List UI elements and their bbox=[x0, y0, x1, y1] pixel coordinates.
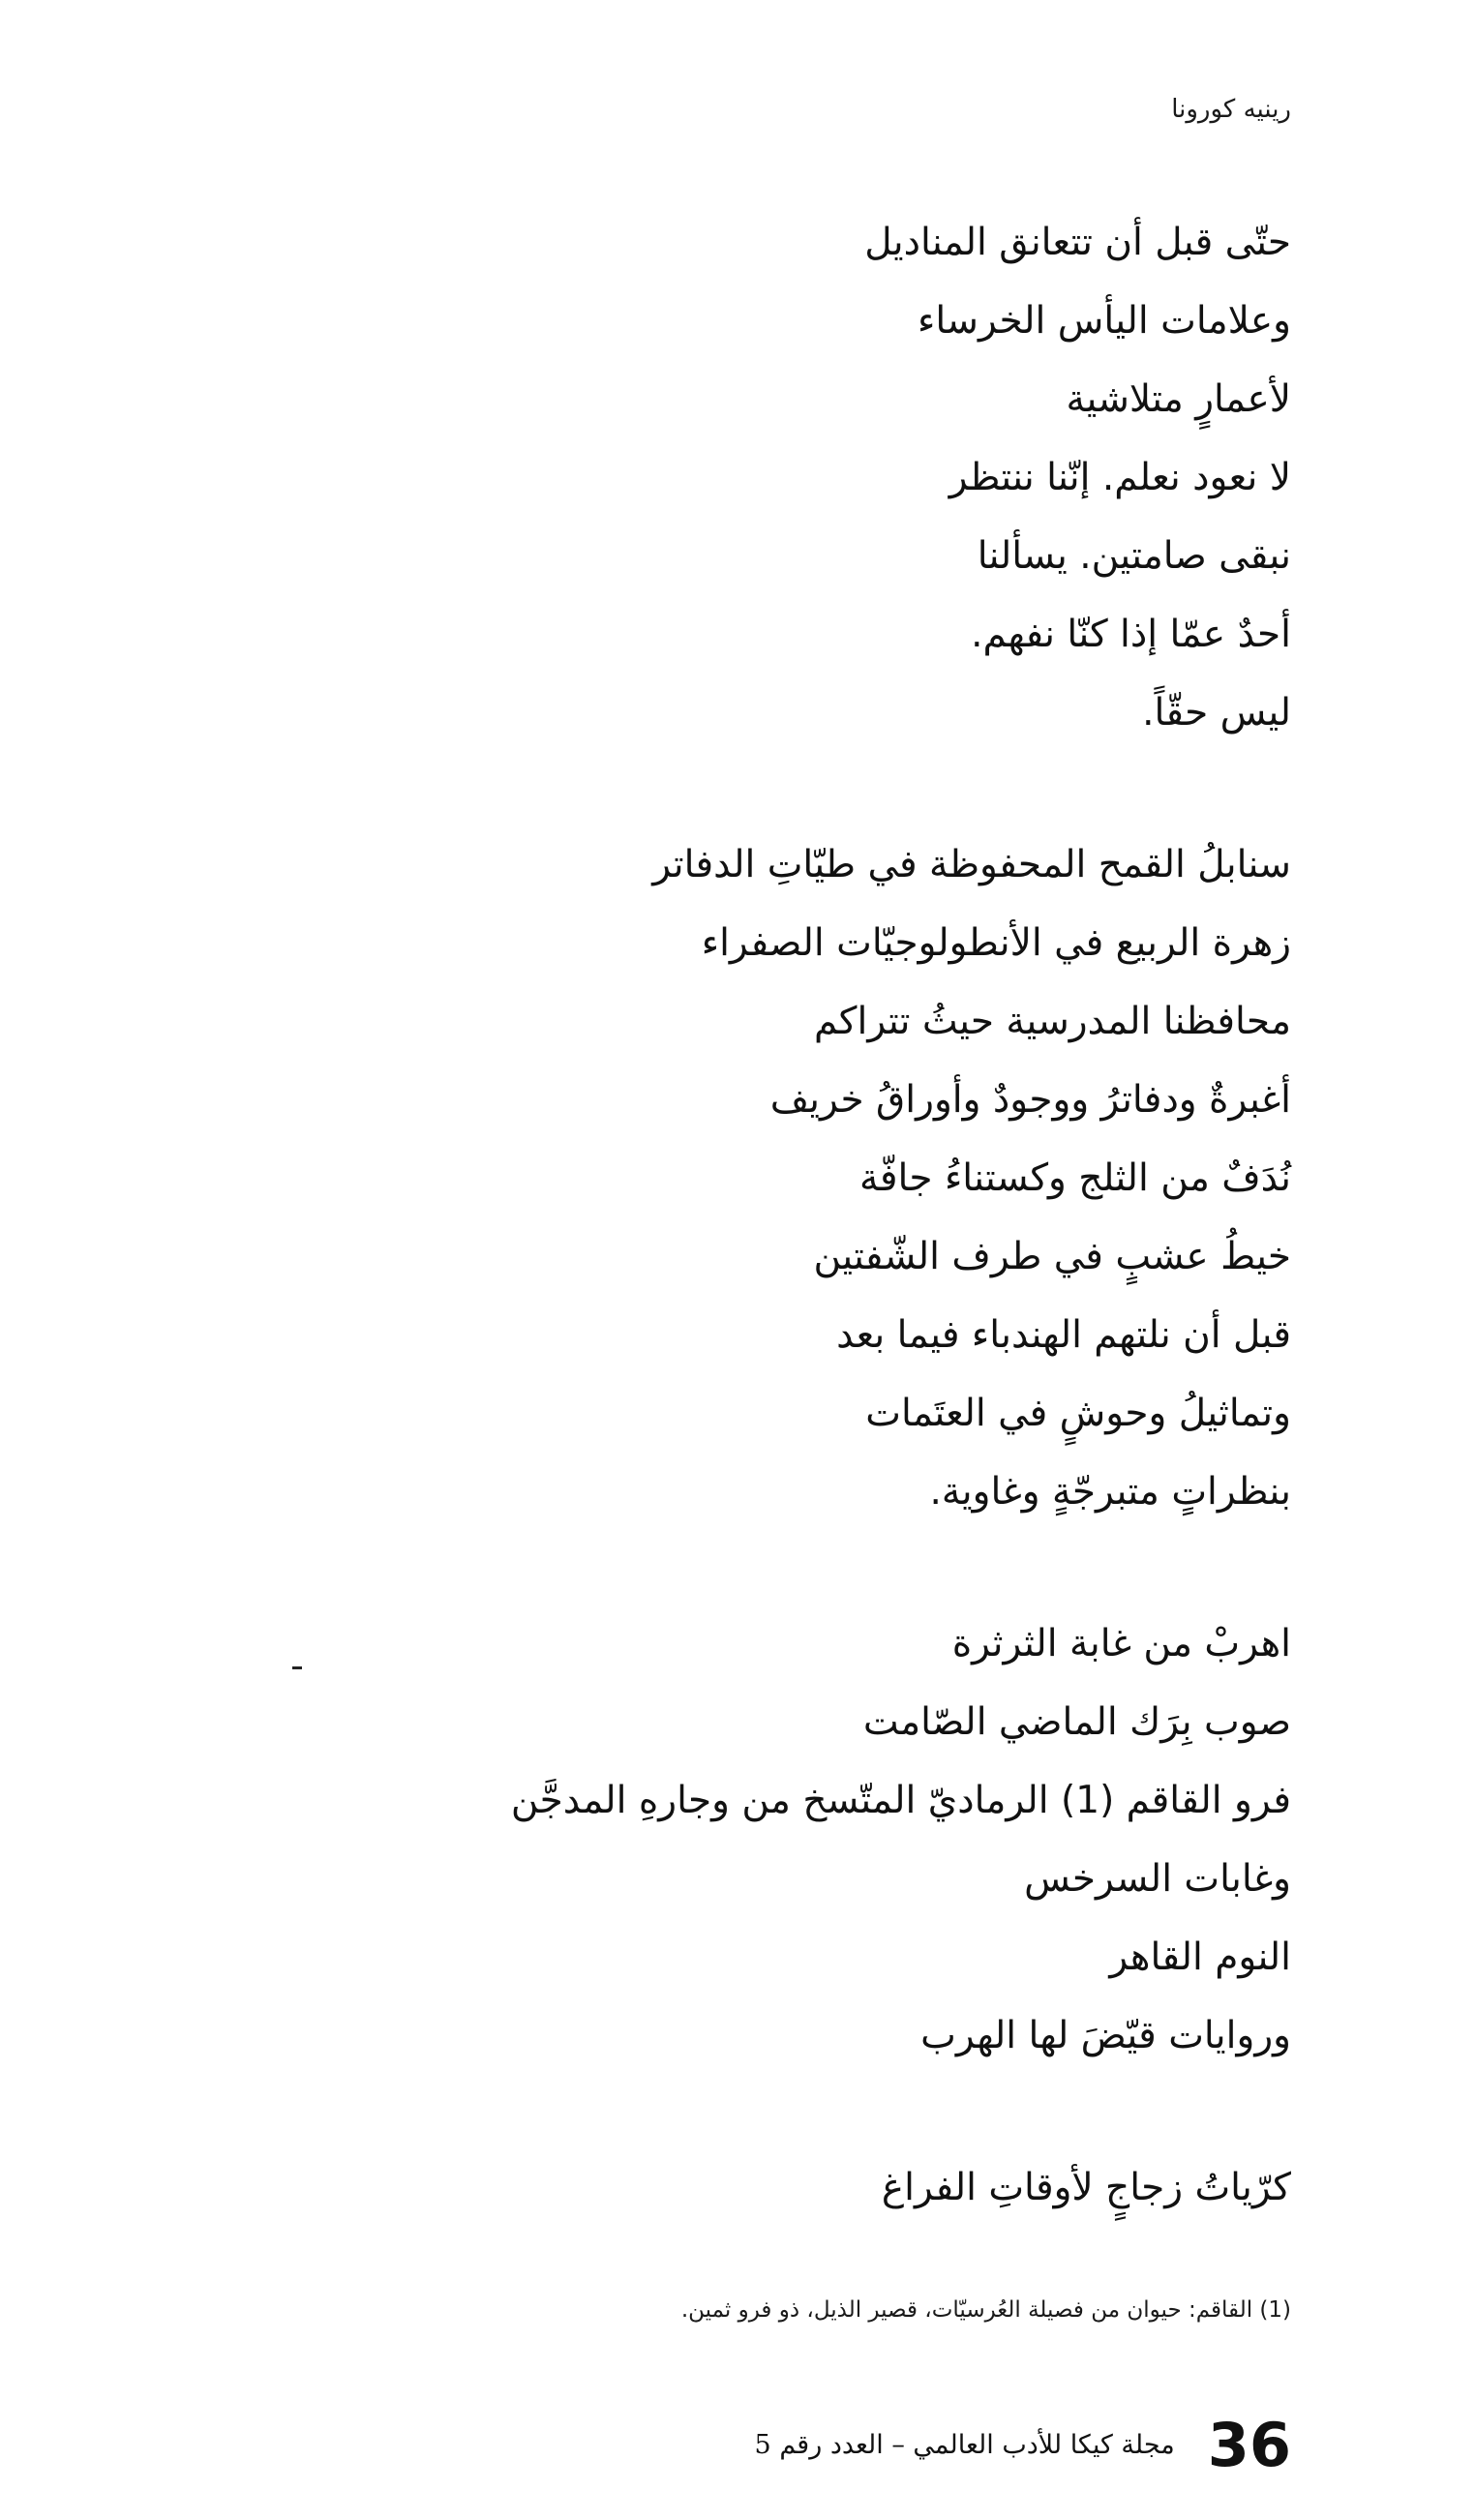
running-header-author: رينيه كورونا bbox=[1171, 95, 1291, 124]
poem-line: زهرة الربيع في الأنطولوجيّات الصفراء bbox=[701, 921, 1291, 965]
poem-line: بنظراتٍ متبرجّةٍ وغاوية. bbox=[929, 1470, 1291, 1514]
journal-name: مجلة كيكا للأدب العالمي – العدد رقم 5 bbox=[754, 2430, 1175, 2460]
poem-body bbox=[226, 203, 1291, 2300]
poem-line: فرو القاقم (1) الرماديّ المتّسخ من وجارهِ المدجَّن bbox=[510, 1779, 1291, 1822]
poem-line: ليس حقّاً. bbox=[1142, 691, 1291, 735]
stanza-4 bbox=[226, 2148, 1291, 2227]
poem-line: نُدَفٌ من الثلج وكستناءُ جافّة bbox=[859, 1156, 1291, 1200]
poem-line: اهربْ من غابة الثرثرة bbox=[951, 1622, 1291, 1665]
poem-line: صوب بِرَك الماضي الصّامت bbox=[862, 1700, 1291, 1744]
poem-line: وعلامات اليأس الخرساء bbox=[918, 299, 1291, 343]
stanza-2 bbox=[226, 825, 1291, 1531]
poem-line: خيطُ عشبٍ في طرف الشّفتين bbox=[813, 1235, 1291, 1278]
stray-mark bbox=[292, 1666, 302, 1669]
poem-line: حتّى قبل أن تتعانق المناديل bbox=[864, 221, 1291, 264]
poem-line: وتماثيلُ وحوشٍ في العتَمات bbox=[865, 1392, 1291, 1435]
footnote: (1) القاقم: حيوان من فصيلة العُرسيّات، قصير الذيل، ذو فرو ثمين. bbox=[680, 2297, 1291, 2323]
poem-line: لا نعود نعلم. إنّنا ننتظر bbox=[948, 456, 1291, 499]
poem-line: النوم القاهر bbox=[1109, 1935, 1291, 1979]
poem-line: قبل أن نلتهم الهندباء فيما بعد bbox=[836, 1313, 1291, 1357]
page-number: 36 bbox=[1207, 2410, 1291, 2480]
stanza-3 bbox=[226, 1605, 1291, 2075]
poem-line: سنابلُ القمح المحفوظة في طيّاتِ الدفاتر bbox=[652, 843, 1291, 886]
poem-line: أحدٌ عمّا إذا كنّا نفهم. bbox=[971, 613, 1291, 656]
poem-line: نبقى صامتين. يسألنا bbox=[977, 534, 1291, 578]
page-footer bbox=[755, 2410, 1291, 2480]
poem-line: أغبرةٌ ودفاترُ ووجودٌ وأوراقُ خريف bbox=[769, 1078, 1291, 1122]
poem-line: وغابات السرخس bbox=[1024, 1857, 1291, 1901]
poem-line: محافظنا المدرسية حيثُ تتراكم bbox=[813, 1000, 1291, 1043]
stanza-1 bbox=[226, 203, 1291, 752]
poem-line: كرّياتُ زجاجٍ لأوقاتِ الفراغ bbox=[881, 2166, 1291, 2209]
poem-line: وروايات قيّضَ لها الهرب bbox=[920, 2014, 1291, 2057]
poem-line: لأعمارٍ متلاشية bbox=[1066, 377, 1291, 421]
